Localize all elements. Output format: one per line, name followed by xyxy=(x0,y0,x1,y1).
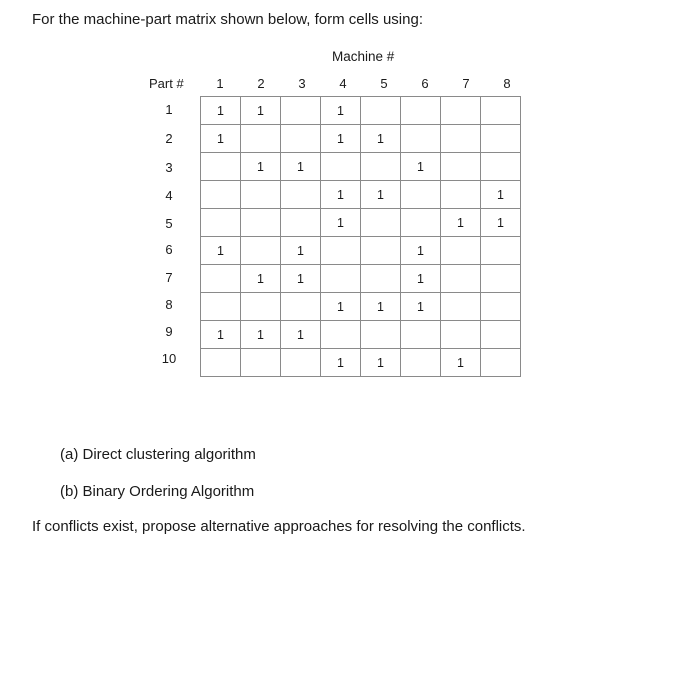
matrix-cell: 1 xyxy=(441,349,481,377)
matrix-row xyxy=(201,321,521,349)
matrix-cell xyxy=(321,321,361,349)
matrix-cell xyxy=(201,349,241,377)
matrix-cell xyxy=(241,209,281,237)
matrix-cell xyxy=(281,349,321,377)
matrix-cell xyxy=(441,153,481,181)
matrix-cell: 1 xyxy=(401,293,441,321)
matrix-row xyxy=(201,153,521,181)
matrix-row xyxy=(201,349,521,377)
matrix-cell xyxy=(201,153,241,181)
machine-col-header: 5 xyxy=(380,76,388,91)
matrix-cell xyxy=(441,97,481,125)
matrix-cell: 1 xyxy=(321,209,361,237)
part-row-label: 1 xyxy=(165,102,173,117)
matrix-cell xyxy=(401,349,441,377)
matrix-cell: 1 xyxy=(481,209,521,237)
machine-col-header: 2 xyxy=(257,76,265,91)
intro-text: For the machine-part matrix shown below, form cells using: xyxy=(32,11,423,28)
part-row-label: 2 xyxy=(165,131,173,146)
matrix-cell xyxy=(361,265,401,293)
matrix-cell xyxy=(441,321,481,349)
matrix-cell xyxy=(201,181,241,209)
matrix-cell: 1 xyxy=(401,237,441,265)
machine-col-header: 3 xyxy=(298,76,306,91)
machine-col-header: 6 xyxy=(421,76,429,91)
matrix-cell xyxy=(401,209,441,237)
machine-col-header: 8 xyxy=(503,76,511,91)
question-a: (a) Direct clustering algorithm xyxy=(60,446,256,463)
machine-col-header: 1 xyxy=(216,76,224,91)
matrix-cell: 1 xyxy=(281,321,321,349)
matrix-row xyxy=(201,209,521,237)
matrix-cell: 1 xyxy=(201,321,241,349)
matrix-cell xyxy=(361,209,401,237)
matrix-cell xyxy=(401,181,441,209)
matrix-cell xyxy=(241,237,281,265)
part-row-label: 6 xyxy=(165,242,173,257)
matrix-cell xyxy=(481,349,521,377)
part-row-label: 7 xyxy=(165,270,173,285)
matrix-cell: 1 xyxy=(481,181,521,209)
matrix-cell: 1 xyxy=(321,125,361,153)
matrix-row xyxy=(201,125,521,153)
part-row-label: 9 xyxy=(165,324,173,339)
part-row-label: 5 xyxy=(165,216,173,231)
part-row-label: 8 xyxy=(165,297,173,312)
matrix-cell xyxy=(361,237,401,265)
matrix-cell: 1 xyxy=(281,237,321,265)
closing-instruction: If conflicts exist, propose alternative approaches for resolving the conflicts. xyxy=(32,518,526,535)
matrix-cell xyxy=(201,293,241,321)
matrix-cell: 1 xyxy=(441,209,481,237)
matrix-cell xyxy=(361,153,401,181)
matrix-cell: 1 xyxy=(201,97,241,125)
matrix-cell xyxy=(481,321,521,349)
matrix-cell xyxy=(321,237,361,265)
machine-axis-title: Machine # xyxy=(332,49,395,64)
matrix-row xyxy=(201,293,521,321)
matrix-cell: 1 xyxy=(201,125,241,153)
matrix-cell xyxy=(281,209,321,237)
part-axis-header: Part # xyxy=(149,76,184,91)
matrix-cell xyxy=(441,181,481,209)
matrix-cell xyxy=(481,237,521,265)
matrix-cell: 1 xyxy=(281,265,321,293)
matrix-row xyxy=(201,265,521,293)
matrix-cell: 1 xyxy=(401,265,441,293)
matrix-cell: 1 xyxy=(401,153,441,181)
matrix-cell xyxy=(281,97,321,125)
matrix-cell: 1 xyxy=(321,293,361,321)
matrix-cell xyxy=(241,181,281,209)
matrix-cell: 1 xyxy=(361,181,401,209)
matrix-cell: 1 xyxy=(201,237,241,265)
part-row-label: 4 xyxy=(165,188,173,203)
matrix-cell xyxy=(401,125,441,153)
matrix-cell xyxy=(361,97,401,125)
matrix-cell xyxy=(241,349,281,377)
matrix-cell xyxy=(321,153,361,181)
matrix-cell xyxy=(441,265,481,293)
matrix-cell: 1 xyxy=(241,321,281,349)
matrix-cell xyxy=(481,265,521,293)
matrix-cell: 1 xyxy=(321,349,361,377)
part-row-label: 3 xyxy=(165,160,173,175)
matrix-cell xyxy=(441,293,481,321)
matrix-cell: 1 xyxy=(241,153,281,181)
matrix-cell xyxy=(281,293,321,321)
matrix-cell xyxy=(321,265,361,293)
machine-col-header: 7 xyxy=(462,76,470,91)
matrix-cell: 1 xyxy=(361,349,401,377)
matrix-cell: 1 xyxy=(321,97,361,125)
matrix-cell: 1 xyxy=(281,153,321,181)
matrix-cell: 1 xyxy=(241,265,281,293)
matrix-cell: 1 xyxy=(241,97,281,125)
machine-part-matrix xyxy=(200,96,521,377)
matrix-cell xyxy=(281,181,321,209)
matrix-cell: 1 xyxy=(321,181,361,209)
matrix-cell xyxy=(441,237,481,265)
matrix-cell xyxy=(481,97,521,125)
matrix-row xyxy=(201,237,521,265)
matrix-cell xyxy=(241,125,281,153)
matrix-cell xyxy=(361,321,401,349)
part-row-label: 10 xyxy=(161,351,177,366)
matrix-row xyxy=(201,181,521,209)
matrix-cell xyxy=(481,293,521,321)
matrix-cell xyxy=(201,209,241,237)
matrix-cell xyxy=(481,125,521,153)
matrix-cell xyxy=(201,265,241,293)
machine-col-header: 4 xyxy=(339,76,347,91)
matrix-cell xyxy=(401,321,441,349)
matrix-cell xyxy=(441,125,481,153)
matrix-cell xyxy=(481,153,521,181)
matrix-cell xyxy=(241,293,281,321)
matrix-cell: 1 xyxy=(361,293,401,321)
question-b: (b) Binary Ordering Algorithm xyxy=(60,483,255,500)
matrix-row xyxy=(201,97,521,125)
matrix-cell: 1 xyxy=(361,125,401,153)
matrix-cell xyxy=(401,97,441,125)
matrix-cell xyxy=(281,125,321,153)
